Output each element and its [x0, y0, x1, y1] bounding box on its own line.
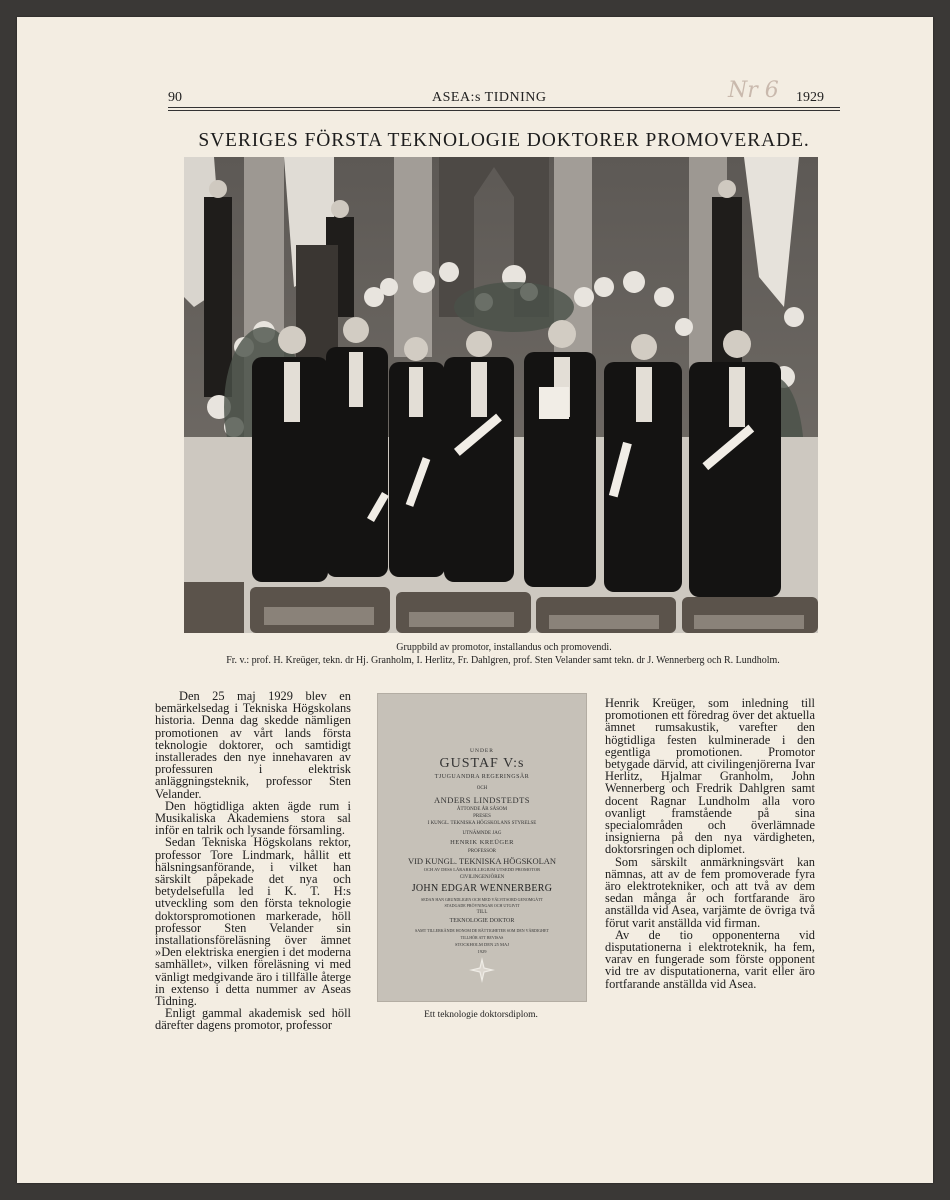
diploma-line: VID KUNGL. TEKNISKA HÖGSKOLAN	[407, 856, 557, 866]
diploma-image	[377, 693, 587, 1002]
photo-caption-names: Fr. v.: prof. H. Kreüger, tekn. dr Hj. Granholm, I. Herlitz, Fr. Dahlgren, prof. Sten Velander samt tekn. dr J. Wennerberg och R. Lundholm.	[226, 655, 780, 666]
group-photograph	[184, 157, 818, 633]
diploma-line: 1929	[477, 949, 487, 954]
diploma-line: HENRIK KREÜGER	[450, 839, 514, 846]
magazine-title: ASEA:s TIDNING	[432, 90, 547, 105]
diploma-line: SEDAN HAN GRUNDLIGEN OCH MED VÄLVITSORD GENOMGÅTT	[421, 897, 543, 902]
paragraph: Sedan Tekniska Högskolans rektor, professor Tore Lindmark, hållit ett hälsningsanförande, i vilket han särskilt påpekade det nya och betydelsefulla led i K. T. H:s utveckling som den första teknologie doktorspromotionen markerade, höll professor Sten Velander sin installationsföreläsning över ämnet »Den elektriska energien i det moderna samhället», vilken föreläsning vi med vänligt medgivande äro i tillfälle återge in extenso i detta nummer av Aseas Tidning.	[155, 835, 351, 1009]
diploma-line: TEKNOLOGIE DOKTOR	[449, 918, 515, 924]
diploma-line: TJUGUANDRA REGERINGSÅR	[434, 774, 530, 780]
diploma-line: CIVILINGENJÖREN	[459, 875, 505, 880]
header-rule	[168, 110, 840, 111]
diploma-line: STOCKHOLM DEN 25 MAJ	[454, 942, 510, 947]
paragraph: Henrik Kreüger, som inledning till promotionen ett föredrag över det aktuella ämnet rumsakustik, varefter den högtidliga festen kulminerade i den egentliga promotionen. Promotor betygade därvid, att civilingenjörerna Ivar Herlitz, Hjalmar Granholm, John Wennerberg och Fredrik Dahlgren samt docent Ragnar Lundholm alla voro ovanligt framstående på sina specialområden och överlämnade insignierna på den nya värdigheten, doktorsringen och diplomet.	[605, 696, 815, 857]
diploma-line: OCH AV DESS LÄRARKOLLEGIUM UTSEDD PROMOTOR	[423, 867, 541, 872]
diploma-line: TILLHÖR ATT BEVISAS	[460, 935, 504, 940]
diploma-line: PROFESSOR	[467, 849, 497, 854]
header-rule	[168, 107, 840, 108]
diploma-line: PRESES	[473, 814, 491, 819]
photo-caption-title: Gruppbild av promotor, installandus och promovendi.	[396, 642, 612, 653]
article-column-left	[155, 690, 351, 1032]
paragraph: Som särskilt anmärkningsvärt kan nämnas, att av de fem promoverade fyra äro elektrotekniker, och att två av dem sedan många år och fortfarande äro anställda vid Asea, varjämte de övriga två förut varit anställda vid firman.	[605, 854, 815, 930]
diploma-line: ÅTTONDE ÅR SÅSOM	[456, 807, 508, 812]
diploma-caption: Ett teknologie doktorsdiplom.	[424, 1010, 538, 1020]
diploma-line: UTNÄMNDE JAG	[462, 831, 502, 836]
diploma-line: GUSTAF V:s	[439, 756, 525, 771]
star-emblem-icon	[468, 956, 496, 984]
paragraph: Enligt gammal akademisk sed höll därefter dagens promotor, professor	[155, 1006, 351, 1033]
paragraph: Den 25 maj 1929 blev en bemärkelsedag i Tekniska Högskolans historia. Denna dag skedde nämligen promotionen av vårt lands första teknologie doktorer, och samtidigt installerades den nye innehavaren av professuren i elektrisk anläggningsteknik, professor Sten Velander.	[155, 689, 351, 801]
group-photo-illustration	[184, 157, 818, 633]
diploma-line: ANDERS LINDSTEDTS	[433, 795, 531, 805]
diploma-line: TILL	[476, 910, 488, 915]
article-headline: SVERIGES FÖRSTA TEKNOLOGIE DOKTORER PROMOVERADE.	[198, 130, 810, 151]
diploma-line: UNDER	[470, 748, 494, 754]
diploma-line: SAMT TILLERKÄNDE HONOM DE RÄTTIGHETER SOM DEN VÄRDIGHET	[415, 928, 549, 933]
diploma-line: STADGADE PRÖVNINGAR OCH UTGIVIT	[444, 903, 520, 908]
handwritten-issue-number: Nr 6	[728, 78, 779, 103]
page-number: 90	[168, 90, 182, 105]
article-column-right	[605, 697, 815, 990]
paragraph: Den högtidliga akten ägde rum i Musikaliska Akademiens stora sal inför en talrik och lysande församling.	[155, 798, 351, 838]
paragraph: Av de tio opponenterna vid disputationerna i elektroteknik, ha fem, varav en fungerade som förste opponent vid tre av disputationerna, varit eller äro fortfarande anställda vid Asea.	[605, 927, 815, 991]
diploma-line: I KUNGL. TEKNISKA HÖGSKOLANS STYRELSE	[427, 821, 537, 826]
diploma-line: JOHN EDGAR WENNERBERG	[411, 883, 553, 894]
year: 1929	[796, 90, 824, 105]
diploma-line: OCH	[476, 786, 488, 791]
